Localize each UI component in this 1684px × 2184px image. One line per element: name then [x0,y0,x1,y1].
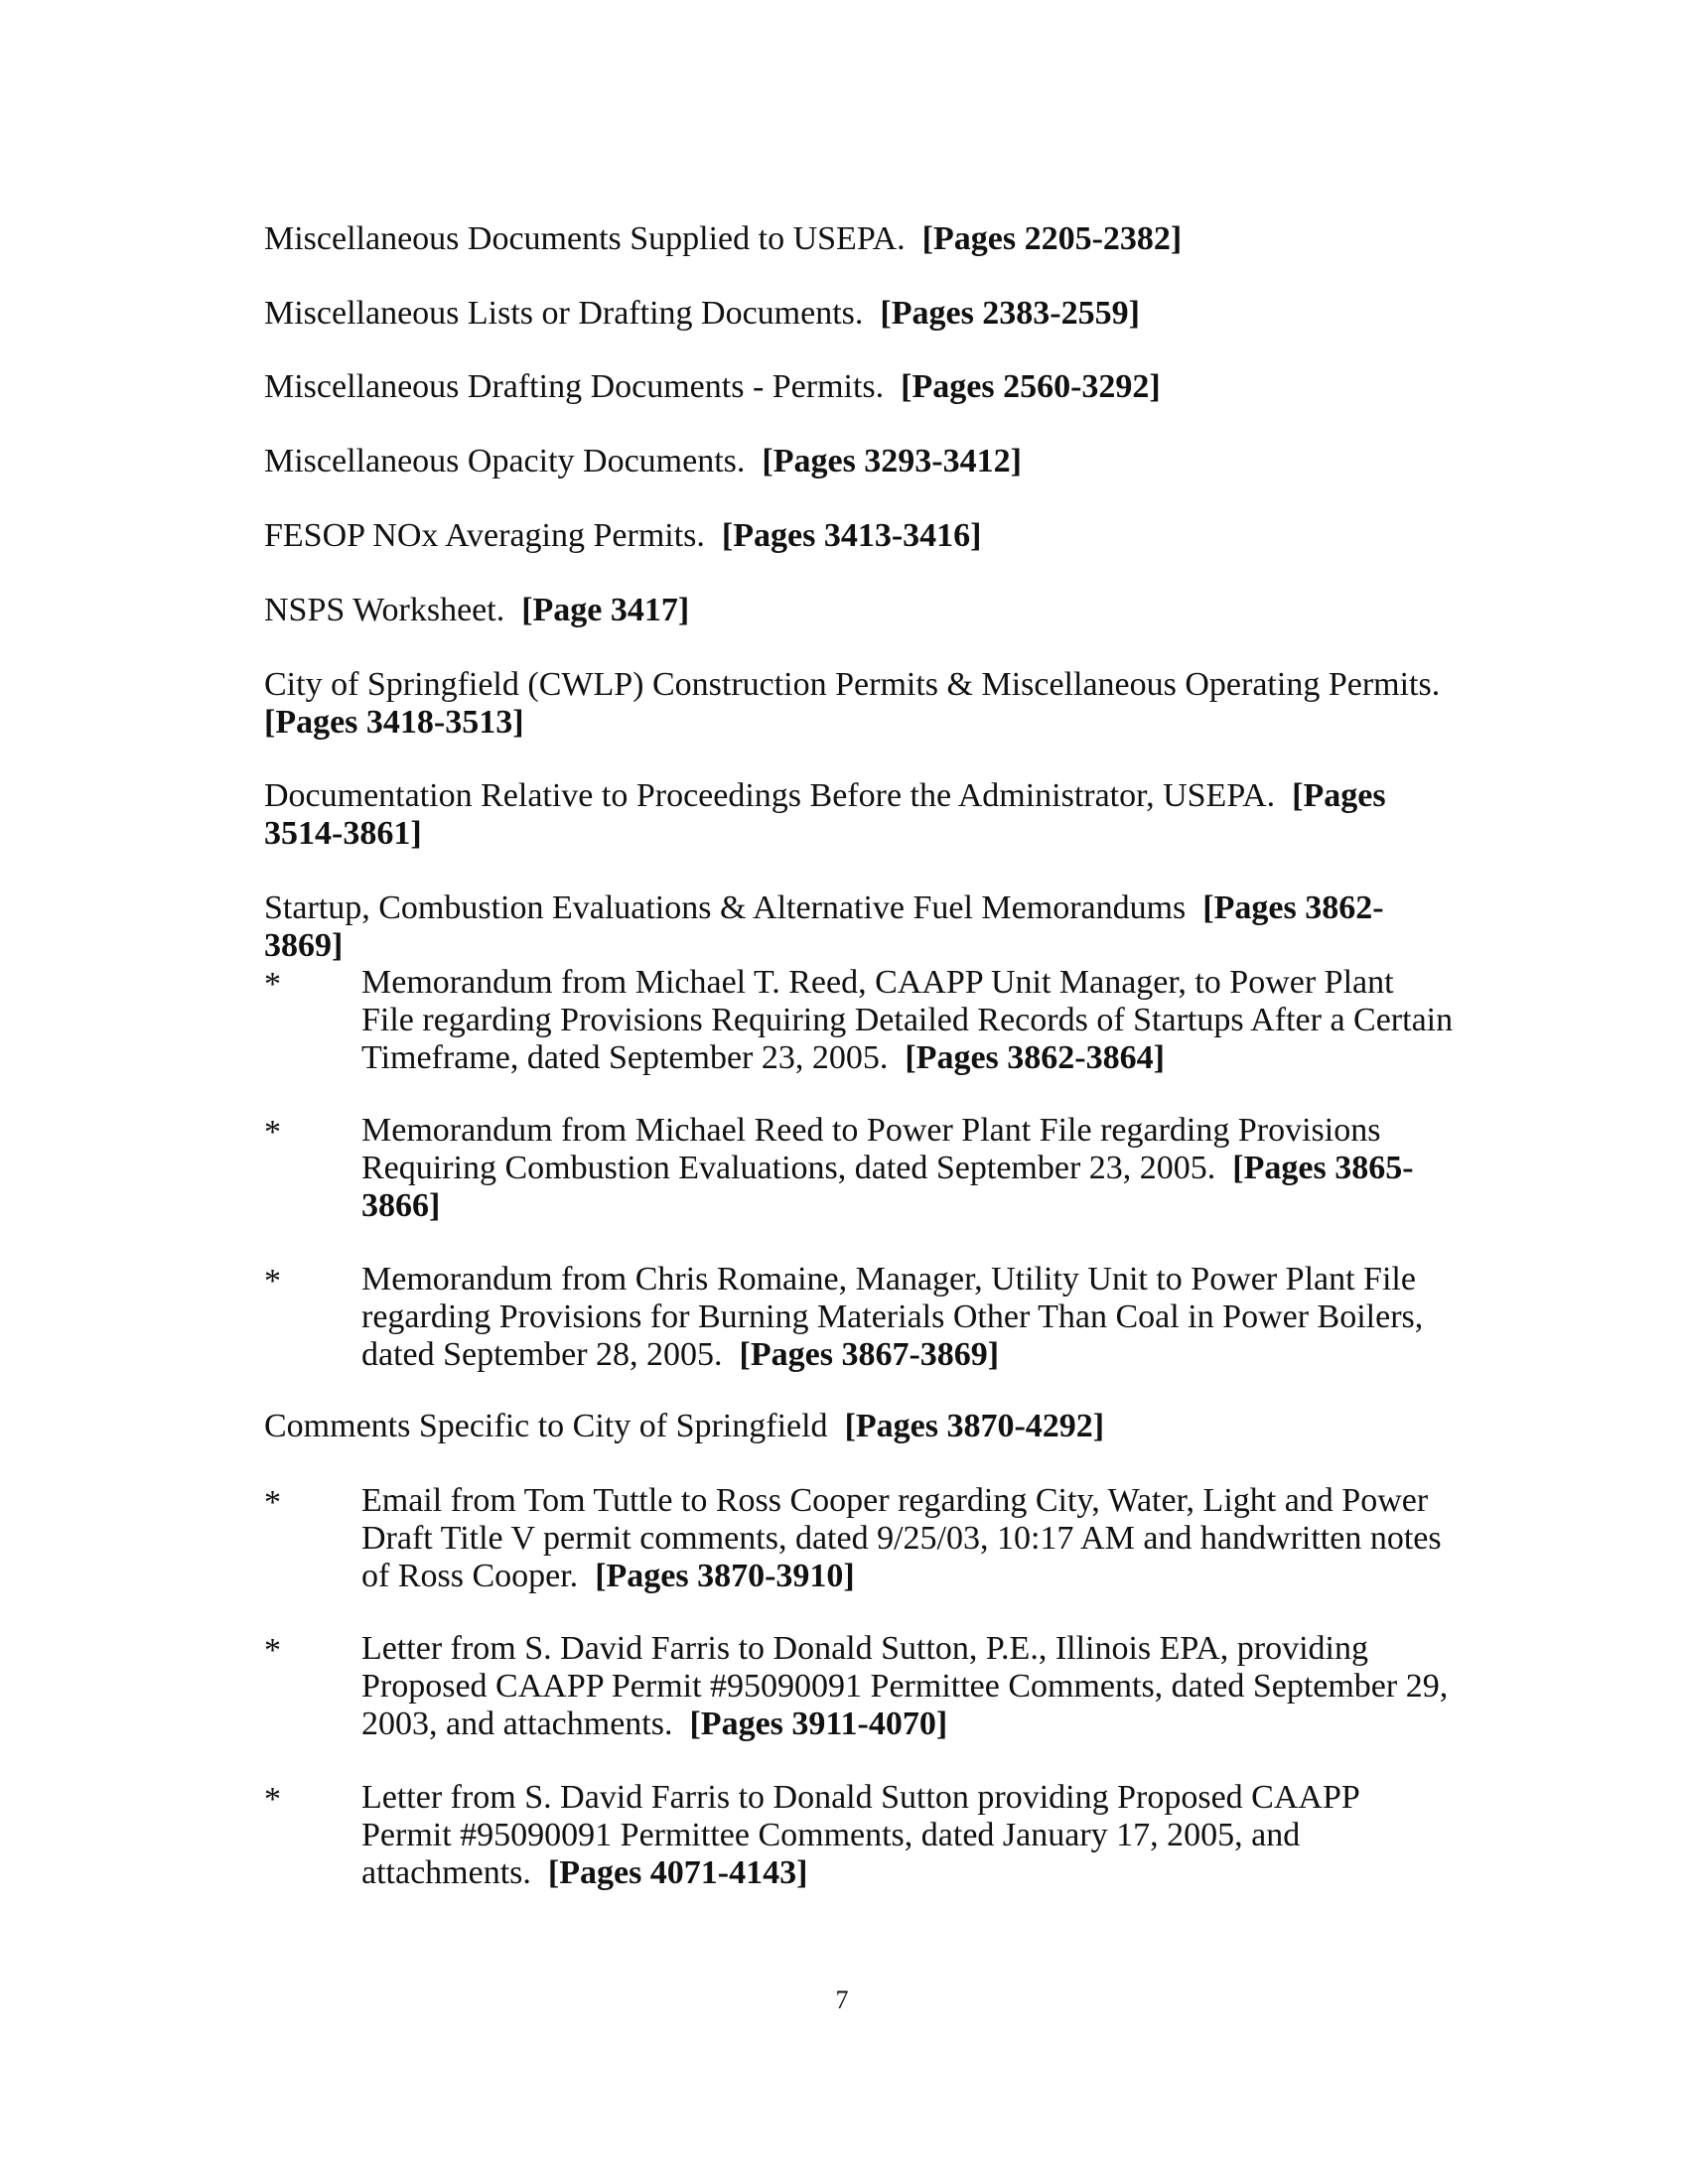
memorandum-item [361,964,1454,1077]
bullet-asterisk: * [264,1632,281,1669]
bullet-asterisk: * [264,1114,281,1151]
page-range: [Pages 3418-3513] [264,704,524,741]
entry-description: NSPS Worksheet. [264,592,505,628]
comment-item [361,1630,1454,1743]
page-range: [Pages 3867-3869] [739,1336,1000,1373]
bullet-asterisk: * [264,1484,281,1521]
index-entry [264,1408,1456,1445]
bullet-asterisk: * [264,1263,281,1299]
page-range: [Pages 3514-3861] [264,777,1386,852]
page-range: [Pages 4071-4143] [547,1854,808,1891]
index-entry [264,517,1456,555]
memorandum-item [361,1261,1454,1374]
memorandum-description: Memorandum from Michael Reed to Power Plant File regarding Provisions Requiring Combustion Evaluations, dated September 23, 2005. [361,1112,1381,1186]
page-range: [Pages 2383-2559] [880,295,1140,332]
index-entry [264,368,1456,406]
page-range: [Pages 2205-2382] [921,220,1183,257]
index-entry [264,666,1456,742]
comment-description: Email from Tom Tuttle to Ross Cooper regarding City, Water, Light and Power Draft Title V permit comments, dated 9/25/03, 10:17 AM and handwritten notes of Ross Cooper. [361,1482,1442,1594]
comment-item [361,1779,1454,1892]
page-range: [Pages 3293-3412] [762,443,1022,479]
comment-description: Letter from S. David Farris to Donald Sutton providing Proposed CAAPP Permit #95090091 Permittee Comments, dated January 17, 2005, and attachments. [361,1779,1359,1891]
entry-description: Startup, Combustion Evaluations & Alternative Fuel Memorandums [264,889,1187,926]
page-number: 7 [835,1985,849,2014]
entry-description: Comments Specific to City of Springfield [264,1408,828,1444]
index-entry [264,443,1456,480]
page-range: [Pages 3865-3866] [361,1150,1414,1224]
entry-description: FESOP NOx Averaging Permits. [264,517,705,554]
entry-description: Miscellaneous Opacity Documents. [264,443,746,479]
page-range: [Pages 3870-4292] [844,1408,1105,1444]
comment-description: Letter from S. David Farris to Donald Sutton, P.E., Illinois EPA, providing Proposed CAAPP Permit #95090091 Permittee Comments, dated September 29, 2003, and attachments. [361,1630,1449,1742]
comment-item [361,1482,1454,1595]
page-range: [Pages 3870-3910] [595,1558,855,1594]
entry-description: Miscellaneous Lists or Drafting Documents. [264,295,864,332]
index-entry [264,777,1456,853]
index-entry [264,889,1456,965]
memorandum-description: Memorandum from Michael T. Reed, CAAPP Unit Manager, to Power Plant File regarding Provisions Requiring Detailed Records of Startups After a Certain Timeframe, dated September 23, 2005. [361,964,1454,1076]
memorandum-item [361,1112,1454,1225]
bullet-asterisk: * [264,966,281,1003]
entry-description: City of Springfield (CWLP) Construction Permits & Miscellaneous Operating Permits. [264,666,1441,703]
index-entry [264,592,1456,629]
memorandum-description: Memorandum from Chris Romaine, Manager, Utility Unit to Power Plant File regarding Provisions for Burning Materials Other Than Coal in Power Boilers, dated September 28, 2005. [361,1261,1424,1373]
page-range: [Pages 3911-4070] [689,1706,948,1742]
page-range: [Pages 3413-3416] [721,517,982,554]
entry-description: Miscellaneous Documents Supplied to USEPA. [264,220,906,257]
page-range: [Page 3417] [521,592,690,628]
index-entry [264,295,1456,333]
index-entry [264,220,1456,258]
page-range: [Pages 3862-3864] [905,1039,1165,1076]
entry-description: Documentation Relative to Proceedings Before the Administrator, USEPA. [264,777,1276,814]
page-range: [Pages 2560-3292] [901,368,1161,405]
bullet-asterisk: * [264,1781,281,1818]
entry-description: Miscellaneous Drafting Documents - Permits. [264,368,885,405]
page-range: [Pages 3862-3869] [264,889,1384,964]
